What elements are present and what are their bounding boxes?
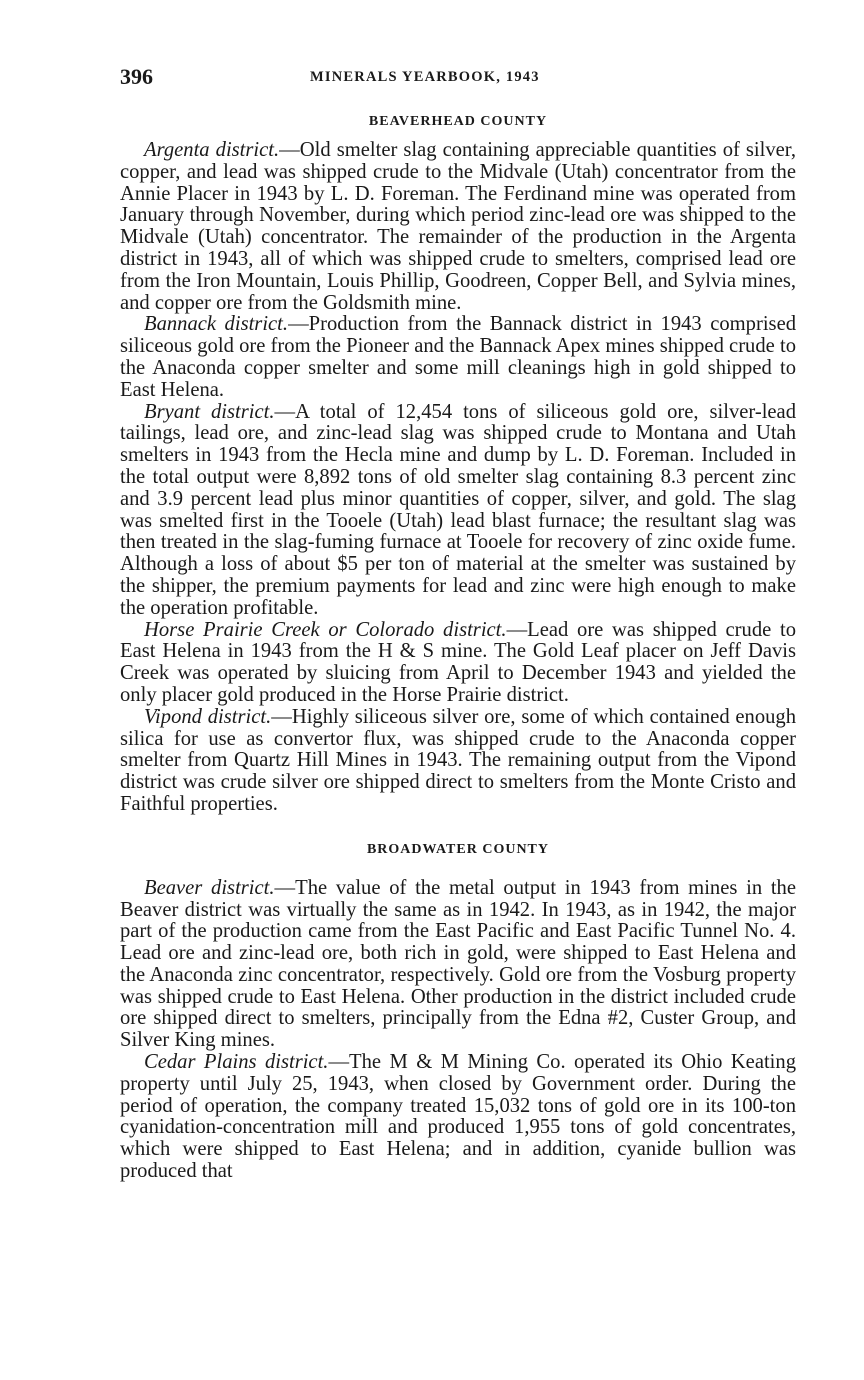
paragraph-text: —Highly siliceous silver ore, some of which contained enough silica for use as convertor flux, was shipped crude to the Anaconda copper smelter from Quartz Hill Mines in 1943. The remaining output from the Vipond district was crude silver ore shipped direct to smelters from the Monte Cristo and Faithful properties. [120,705,797,815]
district-name: Beaver district. [144,876,275,899]
paragraph-text: —A total of 12,454 tons of siliceous gold ore, silver-lead tailings, lead ore, and zinc-lead slag was shipped crude to Montana and Utah smelters in 1943 from the Hecla mine and dump by L. D. Foreman. Included in the total output were 8,892 tons of old smelter slag containing 8.3 percent zinc and 3.9 percent lead plus minor quantities of copper, silver, and gold. The slag was smelted first in the Tooele (Utah) lead blast furnace; the resultant slag was then treated in the slag-fuming furnace at Tooele for recovery of zinc oxide fume. Although a loss of about $5 per ton of material at the smelter was sustained by the shipper, the premium payments for lead and zinc were high enough to make the operation profitable. [120,400,796,619]
paragraph-cedar-plains-district [120,1052,796,1183]
page-number: 396 [120,64,153,89]
page-header [120,64,796,100]
section-beaverhead-county [120,114,796,816]
paragraph-horse-prairie-district [120,620,796,707]
section-heading: BEAVERHEAD COUNTY [368,114,548,129]
paragraph-text: —The M & M Mining Co. operated its Ohio Keating property until July 25, 1943, when closed by Government order. During the period of operation, the company treated 15,032 tons of gold ore in its 100-ton cyanidation-concentration mill and produced 1,955 tons of gold concentrates, which were shipped to East Helena; and in addition, cyanide bullion was produced that [120,1051,796,1183]
paragraph-text: —Lead ore was shipped crude to East Helena in 1943 from the H & S mine. The Gold Leaf placer on Jeff Davis Creek was operated by sluicing from April to December 1943 and yielded the only placer gold produced in the Horse Prairie district. [120,618,796,706]
document-page [120,64,796,1183]
section-broadwater-county [120,842,796,1183]
paragraph-bryant-district [120,402,796,620]
running-head: MINERALS YEARBOOK, 1943 [310,69,540,85]
district-name: Horse Prairie Creek or Colorado district. [144,618,507,641]
district-name: Cedar Plains district. [144,1051,329,1074]
district-name: Bannack district. [144,313,289,336]
paragraph-beaver-district [120,878,796,1052]
paragraph-vipond-district [120,707,796,816]
district-name: Vipond district. [144,705,272,728]
district-name: Argenta district. [144,139,280,161]
section-heading: BROADWATER COUNTY [366,841,550,857]
paragraph-argenta-district [120,140,796,314]
paragraph-text: —The value of the metal output in 1943 from mines in the Beaver district was virtually the same as in 1942. In 1943, as in 1942, the major part of the production came from the East Pacific and East Pacific Tunnel No. 4. Lead ore and zinc-lead ore, both rich in gold, were shipped to East Helena and the Anaconda zinc concentrator, respectively. Gold ore from the Vosburg property was shipped crude to East Helena. Other production in the district included crude ore shipped direct to smelters, principally from the Edna #2, Custer Group, and Silver King mines. [120,876,796,1052]
paragraph-text: —Production from the Bannack district in 1943 comprised siliceous gold ore from the Pioneer and the Bannack Apex mines shipped crude to the Anaconda copper smelter and some mill cleanings high in gold shipped to East Helena. [120,313,797,401]
district-name: Bryant district. [144,400,275,423]
paragraph-bannack-district [120,314,796,401]
paragraph-text: —Old smelter slag containing appreciable quantities of silver, copper, and lead was shipped crude to the Midvale (Utah) concentrator from the Annie Placer in 1943 by L. D. Foreman. The Ferdinand mine was operated from January through November, during which period zinc-lead ore was shipped to the Midvale (Utah) concentrator. The remainder of the production in the Argenta district in 1943, all of which was shipped crude to smelters, comprised lead ore from the Iron Mountain, Louis Phillip, Goodreen, Copper Bell, and Sylvia mines, and copper ore from the Goldsmith mine. [120,139,796,314]
